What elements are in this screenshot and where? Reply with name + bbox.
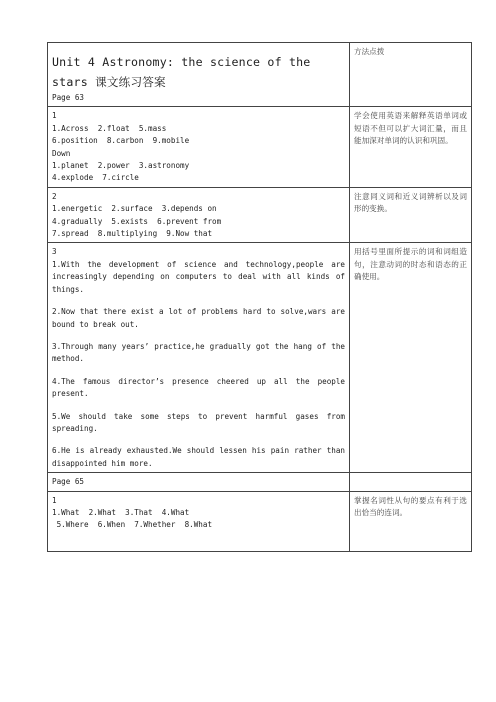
page-65-side: [350, 473, 472, 491]
section-3-answers: [48, 243, 350, 473]
section-3-tip: 用括号里面所提示的词和词组造句，注意动词的时态和语态的正确使用。: [350, 243, 472, 473]
answer-sentence: 5.We should take some steps to prevent harmful gases from spreading.: [52, 411, 345, 433]
page-65-row: [48, 473, 472, 491]
page-label: Page 63: [52, 93, 85, 102]
section-number: 1: [52, 495, 57, 505]
section-1-tip: 学会使用英语来解释英语单词或短语不但可以扩大词汇量，而且能加深对单词的认识和巩固。: [350, 107, 472, 187]
section-2-answers: [48, 187, 350, 243]
answer-line: 5.Where 6.When 7.Whether 8.What: [52, 520, 213, 530]
section-row-1: [48, 107, 472, 187]
answer-sentence: 1.With the development of science and technology,people are increasingly depending on computers to deal with all kinds of things.: [52, 259, 345, 294]
answer-sentence: 3.Through many years’ practice,he gradually got the hang of the method.: [52, 341, 345, 364]
section-4-tip: 掌握名词性从句的要点有利于选出恰当的连词。: [350, 491, 472, 551]
header-row: [48, 43, 472, 107]
page-title: Unit 4 Astronomy: the science of the stars 课文练习答案: [52, 55, 311, 89]
section-row-2: [48, 187, 472, 243]
answer-line: 1.planet 2.power 3.astronomy: [52, 161, 190, 171]
answer-sentence: 4.The famous director’s presence cheered up all the people present.: [52, 376, 345, 399]
answer-line: 6.position 8.carbon 9.mobile: [52, 136, 190, 146]
section-number: 3: [52, 247, 57, 257]
section-row-4: [48, 491, 472, 551]
answer-line: 1.Across 2.float 5.mass: [52, 123, 167, 133]
section-number: 2: [52, 191, 57, 201]
header-cell: [48, 43, 350, 107]
answer-line: Down: [52, 148, 71, 158]
answer-line: 7.spread 8.multiplying 9.Now that: [52, 229, 213, 239]
answer-table: [47, 42, 472, 552]
page-65-label: Page 65: [48, 473, 350, 491]
answer-line: 4.explode 7.circle: [52, 173, 139, 183]
section-4-answers: [48, 491, 350, 551]
answer-line: 4.gradually 5.exists 6.prevent from: [52, 216, 222, 226]
answer-line: 1.energetic 2.surface 3.depends on: [52, 204, 217, 214]
answer-sentence: 6.He is already exhausted.We should lessen his pain rather than disappointed him more.: [52, 446, 345, 468]
answer-line: 1.What 2.What 3.That 4.What: [52, 507, 190, 517]
answer-sentence: 2.Now that there exist a lot of problems hard to solve,wars are bound to break out.: [52, 307, 345, 329]
section-row-3: [48, 243, 472, 473]
section-number: 1: [52, 111, 57, 121]
section-2-tip: 注意同义词和近义词辨析以及词形的变换。: [350, 187, 472, 243]
section-1-answers: [48, 107, 350, 187]
method-tips-header: 方法点拨: [350, 43, 472, 107]
